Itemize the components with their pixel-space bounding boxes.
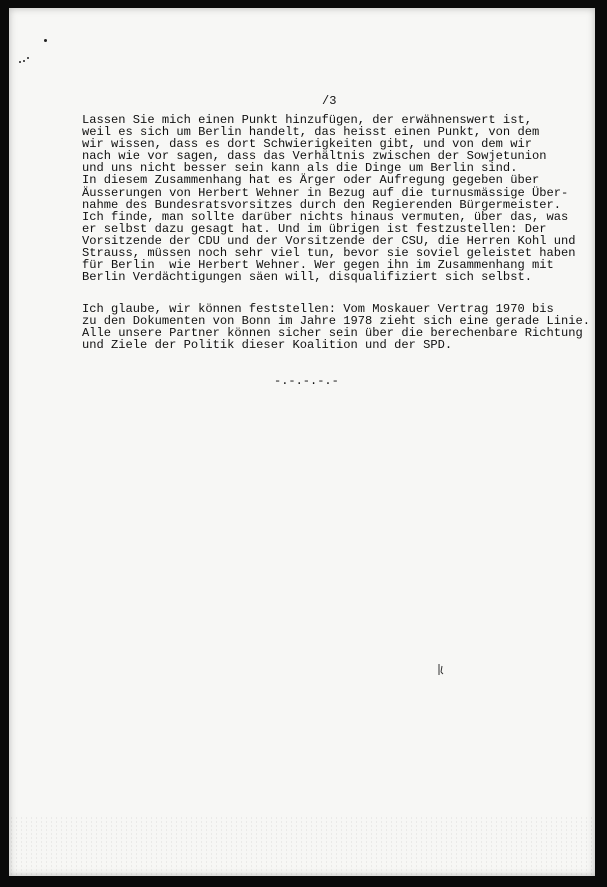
ink-speck: [19, 61, 21, 63]
text-line: Ich glaube, wir können feststellen: Vom Moskauer Vertrag 1970 bis: [82, 302, 554, 316]
text-line: Vorsitzende der CDU und der Vorsitzende der CSU, die Herren Kohl und: [82, 233, 576, 248]
ink-speck: [23, 60, 25, 62]
paragraph-2: [82, 302, 591, 353]
text-line: er selbst dazu gesagt hat. Und im übrigen ist festzustellen: Der: [82, 221, 547, 236]
text-line: zu den Dokumenten von Bonn im Jahre 1978 zieht sich eine gerade Linie.: [82, 314, 591, 329]
text-line: Lassen Sie mich einen Punkt hinzufügen, der erwähnenswert ist,: [82, 113, 532, 127]
ink-speck: [44, 39, 47, 42]
page-number: /3: [322, 94, 337, 108]
text-line: Alle unsere Partner können sicher sein über die berechenbare Richtung: [82, 326, 583, 341]
text-line: und uns nicht besser sein kann als die Dinge um Berlin sind.: [82, 161, 518, 176]
text-line: und Ziele der Politik dieser Koalition und der SPD.: [82, 338, 453, 353]
pen-mark: [437, 663, 445, 677]
text-line: nach wie vor sagen, dass das Verhältnis zwischen der Sowjetunion: [82, 149, 547, 164]
scan-noise: [9, 816, 595, 876]
paragraph-1: [82, 114, 582, 283]
text-line: für Berlin wie Herbert Wehner. Wer gegen ihn im Zusammenhang mit: [82, 258, 554, 273]
text-line: weil es sich um Berlin handelt, das heisst einen Punkt, von dem: [82, 125, 540, 140]
ink-speck: [27, 57, 29, 59]
text-line: Ich finde, man sollte darüber nichts hinaus vermuten, über das, was: [82, 209, 569, 224]
text-line: wir wissen, dass es dort Schwierigkeiten gibt, und von dem wir: [82, 137, 532, 152]
text-line: Strauss, müssen noch sehr viel tun, bevor sie soviel geleistet haben: [82, 246, 576, 261]
text-line: Berlin Verdächtigungen säen will, disqualifiziert sich selbst.: [82, 270, 532, 285]
end-separator: -.-.-.-.-: [274, 374, 339, 388]
document-page: [9, 8, 595, 876]
text-line: nahme des Bundesratsvorsitzes durch den Regierenden Bürgermeister.: [82, 197, 561, 212]
text-line: Äusserungen von Herbert Wehner in Bezug auf die turnusmässige Über-: [82, 185, 569, 200]
text-line: In diesem Zusammenhang hat es Ärger oder Aufregung gegeben über: [82, 173, 540, 188]
